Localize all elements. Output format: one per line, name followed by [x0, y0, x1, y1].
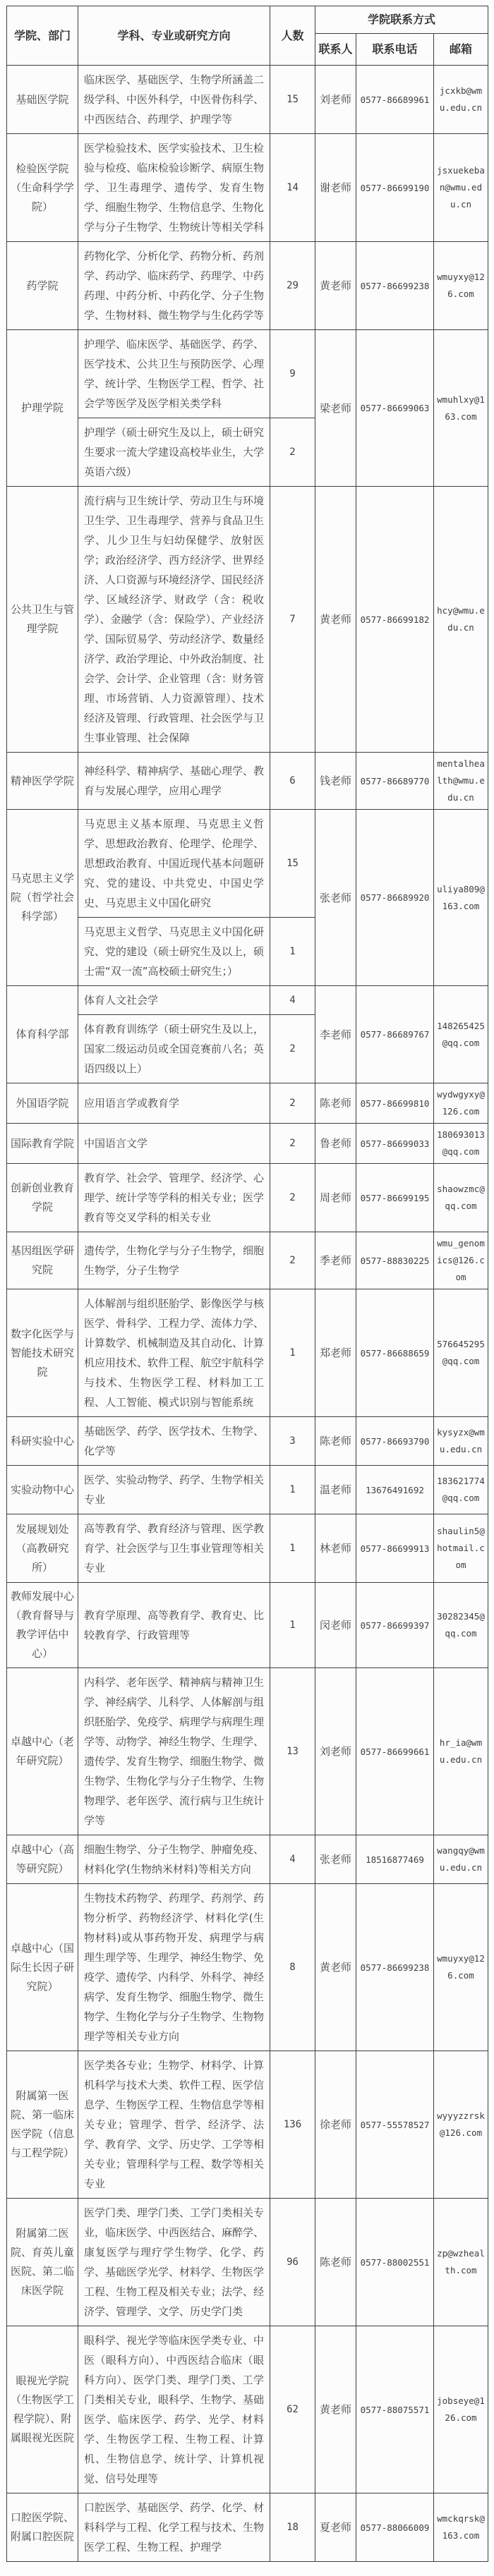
email-cell: mentalhealth@wmu.edu.cn	[434, 753, 488, 810]
phone-cell: 0577-86689961	[356, 66, 434, 134]
specialty-cell: 神经科学、精神病学、基础心理学、教育与发展心理学，应用心理学	[78, 753, 270, 810]
count-cell: 136	[270, 2051, 315, 2199]
email-cell: shaulin5@hotmail.com	[434, 1514, 488, 1583]
specialty-cell: 体育人文社会学	[78, 986, 270, 1015]
phone-cell: 0577-86699238	[356, 242, 434, 330]
contact-cell: 夏老师	[315, 2493, 356, 2562]
specialty-cell: 医学门类、理学门类、工学门类相关专业，临床医学、中西医结合、麻醉学、康复医学与理疗学生物学、化学、药学、基础医学光学、材料学、生物医学工程、生物工程及相关专业；法学、经济学、管理学、文学、历史学门类	[78, 2199, 270, 2326]
email-cell: wmuyxy@126.com	[434, 1884, 488, 2051]
phone-cell: 0577-88066009	[356, 2493, 434, 2562]
specialty-cell: 体育教育训练学（硕士研究生及以上，国家二级运动员或全国竞赛前八名；英语四级以上）	[78, 1015, 270, 1083]
contact-cell: 梁老师	[315, 330, 356, 487]
email-cell: 30282345@qq.com	[434, 1583, 488, 1668]
header-row-1	[7, 6, 488, 34]
header-count: 人数	[270, 6, 315, 66]
count-cell: 4	[270, 986, 315, 1015]
specialty-cell: 流行病与卫生统计学、劳动卫生与环境卫生学、卫生毒理学、营养与食品卫生学、儿少卫生与妇幼保健学、放射医学；政治经济学、西方经济学、世界经济、人口资源与环境经济学、国民经济学、区域经济学、财政学（含：税收学）、金融学（含：保险学）、产业经济学、国际贸易学、劳动经济学、数量经济学、政治学理论、中外政治制度、社会学、会计学、企业管理（含：财务管理、市场营销、人力资源管理）、技术经济及管理、行政管理、社会医学与卫生事业管理、社会保障	[78, 487, 270, 753]
table-body	[7, 66, 488, 2562]
email-cell: jobseye@126.com	[434, 2326, 488, 2493]
contact-cell: 刘老师	[315, 1668, 356, 1835]
phone-cell: 0577-86699238	[356, 1884, 434, 2051]
table-row	[7, 134, 488, 242]
header-major: 学科、专业或研究方向	[78, 6, 270, 66]
college-cell: 药学院	[7, 242, 78, 330]
phone-cell: 0577-88075571	[356, 2326, 434, 2493]
specialty-cell: 内科学、老年医学、精神病与精神卫生学、神经病学、儿科学、人体解剖与组织胚胎学、免疫学、病理学与病理生理学等、动物学、神经生物学、生理学、遗传学、发育生物学、细胞生物学、微生物学、生物化学与分子生物学、生物物理学、老年医学、流行病与卫生统计学等	[78, 1668, 270, 1835]
count-cell: 14	[270, 134, 315, 242]
contact-cell: 李老师	[315, 986, 356, 1083]
table-row	[7, 1289, 488, 1417]
contact-cell: 闵老师	[315, 1583, 356, 1668]
college-cell: 精神医学学院	[7, 753, 78, 810]
header-college: 学院、部门	[7, 6, 78, 66]
count-cell: 2	[270, 1124, 315, 1164]
count-cell: 15	[270, 810, 315, 918]
college-cell: 马克思主义学院（哲学社会科学部）	[7, 810, 78, 986]
college-cell: 卓越中心（老年研究院）	[7, 1668, 78, 1835]
count-cell: 1	[270, 1289, 315, 1417]
table-header	[7, 6, 488, 66]
contact-cell: 陈老师	[315, 1083, 356, 1124]
table-row	[7, 1466, 488, 1514]
table-row	[7, 487, 488, 753]
count-cell: 6	[270, 753, 315, 810]
email-cell: zp@wzhealth.com	[434, 2199, 488, 2326]
count-cell: 2	[270, 1164, 315, 1232]
table-row	[7, 1124, 488, 1164]
phone-cell: 0577-88002551	[356, 2199, 434, 2326]
contact-cell: 谢老师	[315, 134, 356, 242]
contact-cell: 黄老师	[315, 242, 356, 330]
table-row	[7, 2493, 488, 2562]
count-cell: 1	[270, 918, 315, 986]
email-cell: jsxuekeban@wmu.edu.cn	[434, 134, 488, 242]
count-cell: 2	[270, 1015, 315, 1083]
contact-cell: 林老师	[315, 1514, 356, 1583]
college-cell: 检验医学院（生命科学学院）	[7, 134, 78, 242]
table-row	[7, 330, 488, 418]
college-cell: 实验动物中心	[7, 1466, 78, 1514]
contact-cell: 黄老师	[315, 2326, 356, 2493]
header-phone: 联系电话	[356, 34, 434, 66]
contact-cell: 周老师	[315, 1164, 356, 1232]
count-cell: 2	[270, 1083, 315, 1124]
count-cell: 3	[270, 1417, 315, 1466]
email-cell: 183621774@qq.com	[434, 1466, 488, 1514]
contact-cell: 郑老师	[315, 1289, 356, 1417]
table-row	[7, 1668, 488, 1835]
count-cell: 1	[270, 1466, 315, 1514]
email-cell: wmu_genomics@126.com	[434, 1232, 488, 1289]
college-cell: 眼视光学院（生物医学工程学院）、附属眼视光医院	[7, 2326, 78, 2493]
count-cell: 4	[270, 1835, 315, 1884]
college-cell: 教师发展中心（教育督导与教学评估中心）	[7, 1583, 78, 1668]
specialty-cell: 口腔医学、基础医学、药学、化学、材料科学与工程、化学工程与技术、生物医学工程、生物工程、护理学	[78, 2493, 270, 2562]
contact-cell: 黄老师	[315, 487, 356, 753]
count-cell: 18	[270, 2493, 315, 2562]
count-cell: 1	[270, 1583, 315, 1668]
contact-cell: 刘老师	[315, 66, 356, 134]
college-cell: 口腔医学院、附属口腔医院	[7, 2493, 78, 2562]
email-cell: hcy@wmu.edu.cn	[434, 487, 488, 753]
email-cell: hr_ia@wmu.edu.cn	[434, 1668, 488, 1835]
count-cell: 13	[270, 1668, 315, 1835]
email-cell: wmuyxy@126.com	[434, 242, 488, 330]
college-cell: 创新创业教育学院	[7, 1164, 78, 1232]
table-row	[7, 1835, 488, 1884]
college-cell: 科研实验中心	[7, 1417, 78, 1466]
count-cell: 62	[270, 2326, 315, 2493]
count-cell: 9	[270, 330, 315, 418]
email-cell: 576645295@qq.com	[434, 1289, 488, 1417]
specialty-cell: 高等教育学、教育经济与管理、医学教育学、社会医学与卫生事业管理等相关专业	[78, 1514, 270, 1583]
count-cell: 7	[270, 487, 315, 753]
college-cell: 卓越中心（国际生长因子研究院）	[7, 1884, 78, 2051]
email-cell: wmuhlxy@163.com	[434, 330, 488, 487]
contact-cell: 陈老师	[315, 1417, 356, 1466]
contact-cell: 温老师	[315, 1466, 356, 1514]
phone-cell: 0577-86689770	[356, 753, 434, 810]
email-cell: wangqy@wmu.edu.cn	[434, 1835, 488, 1884]
count-cell: 8	[270, 1884, 315, 2051]
count-cell: 15	[270, 66, 315, 134]
college-cell: 体育科学部	[7, 986, 78, 1083]
table-row	[7, 1232, 488, 1289]
phone-cell: 0577-86689767	[356, 986, 434, 1083]
specialty-cell: 医学检验技术、医学实验技术、卫生检验与检疫、临床检验诊断学、病原生物学、卫生毒理学、遗传学、发育生物学、细胞生物学、生物信息学、生物化学与分子生物学、生物统计等相关学科	[78, 134, 270, 242]
college-cell: 护理学院	[7, 330, 78, 487]
recruitment-table	[6, 6, 488, 2562]
specialty-cell: 护理学（硕士研究生及以上，硕士研究生要求一流大学建设高校毕业生，大学英语六级）	[78, 418, 270, 487]
header-contact-group: 学院联系方式	[315, 6, 488, 34]
email-cell: wyyyzzrsk@126.com	[434, 2051, 488, 2199]
email-cell: uliya809@163.com	[434, 810, 488, 986]
email-cell: 180693013@qq.com	[434, 1124, 488, 1164]
header-contact: 联系人	[315, 34, 356, 66]
email-cell: jcxkb@wmu.edu.cn	[434, 66, 488, 134]
specialty-cell: 马克思主义哲学、马克思主义中国化研究、党的建设（硕士研究生及以上，硕士需“双一流”高校硕士研究生；）	[78, 918, 270, 986]
table-row	[7, 986, 488, 1015]
contact-cell: 徐老师	[315, 2051, 356, 2199]
specialty-cell: 细胞生物学、分子生物学、肿瘤免疫、材料化学(生物纳米材料)等相关方向	[78, 1835, 270, 1884]
table-row	[7, 810, 488, 918]
specialty-cell: 临床医学、基础医学、生物学所涵盖二级学科、中医外科学，中医骨伤科学、中西医结合、药理学、护理学等	[78, 66, 270, 134]
college-cell: 外国语学院	[7, 1083, 78, 1124]
count-cell: 29	[270, 242, 315, 330]
phone-cell: 0577-86689920	[356, 810, 434, 986]
specialty-cell: 基础医学、药学、医学技术、生物学、化学等	[78, 1417, 270, 1466]
table-row	[7, 242, 488, 330]
count-cell: 2	[270, 1232, 315, 1289]
contact-cell: 季老师	[315, 1232, 356, 1289]
table-row	[7, 1583, 488, 1668]
phone-cell: 13676491692	[356, 1466, 434, 1514]
specialty-cell: 遗传学，生物化学与分子生物学，细胞生物学，分子生物学	[78, 1232, 270, 1289]
phone-cell: 0577-86693790	[356, 1417, 434, 1466]
table-row	[7, 1884, 488, 2051]
phone-cell: 0577-86699397	[356, 1583, 434, 1668]
contact-cell: 鲁老师	[315, 1124, 356, 1164]
college-cell: 卓越中心（高等研究院）	[7, 1835, 78, 1884]
phone-cell: 0577-86699033	[356, 1124, 434, 1164]
college-cell: 附属第一医院、第一临床医学院（信息与工程学院）	[7, 2051, 78, 2199]
specialty-cell: 眼科学、视光学等临床医学类专业、中医（眼科方向）、中西医结合临床（眼科方向）、医学门类、理学门类、工学门类相关专业，眼科学、生物学、基础医学、临床医学、药学、光学、材料学、生物医学工程、生物工程、计算机、生物信息学、统计学、计算机视觉、信号处理等	[78, 2326, 270, 2493]
table-row	[7, 1514, 488, 1583]
email-cell: kysyzx@wmu.edu.cn	[434, 1417, 488, 1466]
specialty-cell: 教育学原理、高等教育学、教育史、比较教育学、行政管理等	[78, 1583, 270, 1668]
phone-cell: 0577-86688659	[356, 1289, 434, 1417]
phone-cell: 0577-86699810	[356, 1083, 434, 1124]
specialty-cell: 人体解剖与组织胚胎学、影像医学与核医学、骨科学、工程力学、流体力学、计算数学、机械制造及其自动化、计算机应用技术、软件工程、航空宇航科学与技术、生物医学工程、材料加工工程、人工智能、模式识别与智能系统	[78, 1289, 270, 1417]
specialty-cell: 中国语言文学	[78, 1124, 270, 1164]
college-cell: 国际教育学院	[7, 1124, 78, 1164]
table-row	[7, 753, 488, 810]
specialty-cell: 应用语言学或教育学	[78, 1083, 270, 1124]
specialty-cell: 药物化学、分析化学、药物分析、药剂学、药动学、临床药学、药理学、中药药理、中药分析、中药化学、分子生物学、生物材料、微生物学与生化药学等	[78, 242, 270, 330]
phone-cell: 0577-55578527	[356, 2051, 434, 2199]
count-cell: 2	[270, 418, 315, 487]
phone-cell: 0577-88830225	[356, 1232, 434, 1289]
specialty-cell: 护理学、临床医学、基础医学、药学、医学技术、公共卫生与预防医学、心理学、统计学、生物医学工程、哲学、社会学等医学及医学相关类学科	[78, 330, 270, 418]
count-cell: 96	[270, 2199, 315, 2326]
college-cell: 基础医学院	[7, 66, 78, 134]
college-cell: 数字化医学与智能技术研究院	[7, 1289, 78, 1417]
table-row	[7, 2326, 488, 2493]
contact-cell: 黄老师	[315, 1884, 356, 2051]
phone-cell: 0577-86699182	[356, 487, 434, 753]
contact-cell: 张老师	[315, 810, 356, 986]
specialty-cell: 马克思主义基本原理、马克思主义哲学、思想政治教育、伦理学、伦理学、思想政治教育、中国近现代基本问题研究、党的建设、中共党史、中国史学史、马克思主义中国化研究	[78, 810, 270, 918]
college-cell: 公共卫生与管理学院	[7, 487, 78, 753]
specialty-cell: 医学、实验动物学、药学、生物学相关专业	[78, 1466, 270, 1514]
contact-cell: 陈老师	[315, 2199, 356, 2326]
phone-cell: 0577-86699913	[356, 1514, 434, 1583]
college-cell: 基因组医学研究院	[7, 1232, 78, 1289]
table-row	[7, 2199, 488, 2326]
phone-cell: 0577-86699063	[356, 330, 434, 487]
contact-cell: 张老师	[315, 1835, 356, 1884]
table-row	[7, 1164, 488, 1232]
count-cell: 1	[270, 1514, 315, 1583]
email-cell: 148265425@qq.com	[434, 986, 488, 1083]
college-cell: 发展规划处（高教研究所）	[7, 1514, 78, 1583]
table-row	[7, 66, 488, 134]
phone-cell: 0577-86699661	[356, 1668, 434, 1835]
header-email: 邮箱	[434, 34, 488, 66]
table-row	[7, 1083, 488, 1124]
table-row	[7, 1417, 488, 1466]
specialty-cell: 医学类各专业；生物学、材料学、计算机科学与技术大类、软件工程、医学信息学、生物医学工程、生物信息学等相关专业；管理学、哲学、经济学、法学、教育学、文学、历史学、工学等相关专业；管理科学与工程、数学等相关专业	[78, 2051, 270, 2199]
phone-cell: 0577-86699195	[356, 1164, 434, 1232]
phone-cell: 0577-86699190	[356, 134, 434, 242]
contact-cell: 钱老师	[315, 753, 356, 810]
table-row	[7, 2051, 488, 2199]
email-cell: wydwgyxy@126.com	[434, 1083, 488, 1124]
college-cell: 附属第二医院、育英儿童医院、第二临床医学院	[7, 2199, 78, 2326]
phone-cell: 18516877469	[356, 1835, 434, 1884]
email-cell: shaowzmc@qq.com	[434, 1164, 488, 1232]
specialty-cell: 教育学、社会学、管理学、经济学、心理学、统计学等学科的相关专业；医学教育等交叉学科的相关专业	[78, 1164, 270, 1232]
specialty-cell: 生物技术药物学、药理学、药剂学、药物分析学、药物经济学、材料化学(生物材料)或从事药物开发、病理学与病理生理学等、生理学、神经生物学、免疫学、遗传学、内科学、外科学、神经病学、发育生物学、细胞生物学、微生物学、生物化学与分子生物学、生物物理学等相关专业方向	[78, 1884, 270, 2051]
email-cell: wmckqrsk@163.com	[434, 2493, 488, 2562]
